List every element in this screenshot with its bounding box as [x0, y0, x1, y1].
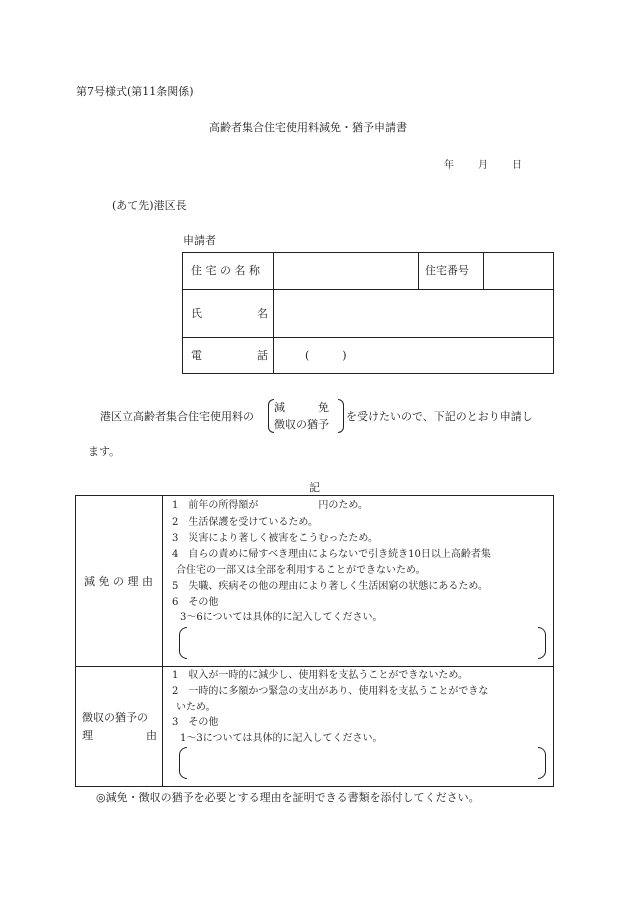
- deferral-reason-label-line2-a: 理: [82, 729, 93, 742]
- reduction-details-bracket-left: [179, 627, 187, 659]
- deferral-item-1[interactable]: 1 収入が一時的に減少し、使用料を支払うことができないため。: [172, 670, 468, 681]
- phone-label-first: 電: [191, 349, 202, 362]
- reduction-details-bracket-right: [538, 627, 546, 659]
- reduction-item-2[interactable]: 2 生活保護を受けているため。: [172, 517, 318, 528]
- deferral-details-instruction: 1〜3については具体的に記入してください。: [180, 733, 383, 744]
- date-line: [444, 161, 546, 171]
- request-suffix: を受けたいので、下記のとおり申請し: [346, 410, 533, 423]
- date-day[interactable]: 日: [512, 160, 522, 171]
- applicant-table: [182, 252, 554, 374]
- reduction-item-4[interactable]: 4 自らの責めに帰すべき理由によらないで引き続き10日以上高齢者集: [172, 549, 491, 560]
- option-reduction[interactable]: 減 免: [274, 401, 329, 414]
- reduction-reason-label: 減 免 の 理 由: [84, 575, 153, 588]
- addressee: (あて先)港区長: [112, 199, 187, 212]
- phone-label-second: 話: [257, 349, 268, 362]
- name-label-second: 名: [257, 307, 268, 320]
- form-number: 第7号様式(第11条関係): [76, 85, 194, 98]
- deferral-details-bracket-right: [538, 747, 546, 779]
- applicant-label: 申請者: [183, 234, 216, 247]
- reduction-item-1[interactable]: 1 前年の所得額が 円のため。: [172, 500, 368, 511]
- deferral-details-bracket-left: [179, 747, 187, 779]
- deferral-item-2-continued: いため。: [176, 702, 216, 713]
- housing-name-label: 住 宅 の 名 称: [191, 264, 260, 277]
- option-brace-right: [338, 399, 344, 433]
- reduction-item-5[interactable]: 5 失職、疾病その他の理由により著しく生活困窮の状態にあるため。: [172, 581, 488, 592]
- reduction-item-6[interactable]: 6 その他: [172, 597, 219, 608]
- reduction-details-instruction: 3〜6については具体的に記入してください。: [180, 612, 383, 623]
- deferral-reason-label-line2-b: 由: [146, 729, 157, 742]
- request-continuation: ます。: [88, 445, 121, 458]
- deferral-reason-label-line1: 徴収の猶予の: [82, 711, 148, 724]
- option-deferral[interactable]: 徴収の猶予: [274, 418, 329, 431]
- deferral-item-3[interactable]: 3 その他: [172, 717, 219, 728]
- document-title: 高齢者集合住宅使用料減免・猶予申請書: [209, 121, 407, 134]
- reduction-item-4-continued: 合住宅の一部又は全部を利用することができないため。: [176, 565, 426, 576]
- date-month[interactable]: 月: [478, 160, 488, 171]
- request-prefix: 港区立高齢者集合住宅使用料の: [100, 410, 254, 423]
- date-year[interactable]: 年: [444, 160, 454, 171]
- reduction-item-3[interactable]: 3 災害により著しく被害をこうむったため。: [172, 533, 378, 544]
- attachment-note: ◎減免・徴収の猶予を必要とする理由を証明できる書類を添付してください。: [96, 791, 480, 804]
- record-heading: 記: [309, 481, 320, 494]
- deferral-item-2[interactable]: 2 一時的に多額かつ緊急の支出があり、使用料を支払うことができな: [172, 686, 489, 697]
- reasons-table: [75, 495, 554, 787]
- name-label-first: 氏: [191, 307, 202, 320]
- housing-number-label: 住宅番号: [425, 264, 469, 277]
- phone-field[interactable]: ( ): [305, 349, 347, 362]
